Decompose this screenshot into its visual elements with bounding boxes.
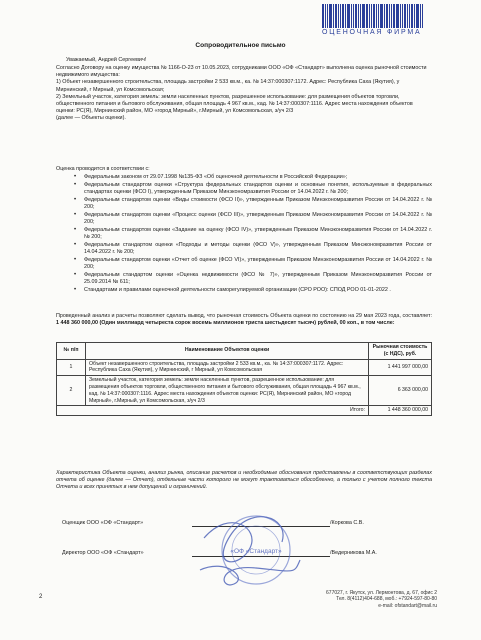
barcode-bar <box>400 4 401 28</box>
valuation-table <box>56 342 432 416</box>
object-item-1: 1) Объект незавершенного строительства, площадь застройки 2 533 кв.м., ка. № 14:37:000307:1172. Адрес: Республика Саха (Якутия), у Мирнинский, г Мирный, ул Комсомольская; <box>56 79 400 93</box>
barcode-bar <box>396 4 399 28</box>
barcode-bar <box>393 4 395 28</box>
footer-phone: Тел. 8(4112)404-688, моб.: +7924-597-80-80 <box>336 596 437 603</box>
row-cost: 1 441 997 000,00 <box>369 359 432 376</box>
row-num: 2 <box>57 376 86 406</box>
barcode-bar <box>366 4 368 28</box>
barcode-bar <box>389 4 390 28</box>
barcode-bar <box>345 4 346 28</box>
barcode-bar <box>333 4 334 28</box>
barcode-bar <box>329 4 332 28</box>
greeting: Уважаемый, Андрей Сергеевич! <box>66 57 147 63</box>
object-item-tail: (далее — Объекты оценки). <box>56 115 126 122</box>
standard-item: • Федеральным законом от 29.07.1998 №135-ФЗ «Об оценочной деятельности в Российской Федерации»; <box>84 174 432 181</box>
barcode-bar <box>414 4 415 28</box>
barcode-bar <box>347 4 350 28</box>
appraiser-name: /Коркова С.В. <box>330 520 364 526</box>
barcode-bar <box>402 4 403 28</box>
row-name: Земельный участок, категория земель: земли населенных пунктов, разрешенное использование: для размещения объектов торговли, общественного питания и бытового обслуживания, общая площадь 4 967 кв.м., кад. № 14:37:000307:1116. Адрес места нахождения объектов оценки: РС(Я), Мирнинский район, МО «город Мирный», г.Мирный, ул Комсомольская, з/уч 2/3 <box>86 376 369 406</box>
standard-item: • Федеральным стандартом оценки «Подходы и методы оценки (ФСО V)», утвержденным Приказом Минэкономразвития России от 14.04.2022 г. № 200; <box>84 242 432 256</box>
signature-scribble-2 <box>200 560 300 585</box>
barcode-bar <box>351 4 352 28</box>
conclusion-value: 1 448 360 000,00 (Один миллиард четыреста сорок восемь миллионов триста шестьдесят тысяч) рублей, 00 коп., в том числе: <box>56 320 395 327</box>
barcode-bar <box>369 4 370 28</box>
barcode-bar <box>373 4 375 28</box>
appraiser-role: Оценщик ООО «ОФ «Стандарт» <box>62 520 144 526</box>
barcode-bar <box>386 4 388 28</box>
director-name: /Ведерникова М.А. <box>330 550 377 556</box>
col-header-cost: Рыночная стоимость (с НДС), руб. <box>369 343 432 360</box>
standard-item: • Федеральным стандартом оценки «Виды стоимости (ФСО II)», утвержденным Приказом Минэкономразвития России от 14.04.2022 г. № 200; <box>84 197 432 211</box>
object-item-2: 2) Земельный участок, категория земель: земли населенных пунктов, разрешенное использование: для размещения объектов торговли, общественного питания и бытового обслуживания, общая площадь 4 967 кв.м., кад. № 14:37:000307:1116. Адрес места нахождения объектов оценки: РС(Я), Мирнинский район, МО «город Мирный», г.Мирный, ул Комсомольская, з/уч 2/3 <box>56 93 413 115</box>
footer-email: e-mail: ofstandart@mail.ru <box>378 602 437 609</box>
letter-title: Сопроводительное письмо <box>195 42 286 49</box>
barcode-bar <box>353 4 354 28</box>
conclusion-block <box>56 313 432 327</box>
footer-contacts <box>326 590 437 609</box>
intro-block <box>56 65 432 123</box>
barcode-bar <box>335 4 337 28</box>
director-role: Директор ООО «ОФ «Стандарт» <box>62 550 144 556</box>
conclusion-text: Проведенный анализ и расчеты позволяют сделать вывод, что рыночная стоимость Объекта оценки по состоянию на 29 мая 2023 года, составляет: <box>56 313 432 319</box>
row-name: Объект незавершенного строительства, площадь застройки 2 533 кв.м., ка. № 14:37:000307:1172. Адрес: Республика Саха (Якутия), у Мирнинский, г Мирный, ул Комсомольская <box>86 359 369 376</box>
signature-scribble-1 <box>204 517 283 562</box>
col-header-num: № п/п <box>57 343 86 360</box>
total-row <box>57 406 432 416</box>
barcode-bar <box>340 4 341 28</box>
barcode-bar <box>409 4 410 28</box>
standard-item: • Федеральным стандартом оценки «Оценка недвижимости (ФСО № 7)», утвержденным Приказом Минэкономразвития России от 25.09.2014 № 611; <box>84 272 432 286</box>
barcode-bar <box>355 4 357 28</box>
barcode-bar <box>391 4 392 28</box>
barcode-bar <box>360 4 361 28</box>
col-header-name: Наименование Объектов оценки <box>86 343 369 360</box>
barcode-bar <box>325 4 326 28</box>
barcode-bar <box>380 4 383 28</box>
standard-item: • Федеральным стандартом оценки «Отчет об оценке (ФСО VI)», утвержденным Приказом Минэкономразвития России от 14.04.2022 г. № 200; <box>84 257 432 271</box>
barcode-bar <box>378 4 379 28</box>
barcode-bar <box>376 4 377 28</box>
total-value: 1 448 360 000,00 <box>369 406 432 416</box>
footer-address: 677027, г. Якутск, ул. Лермонтова, д. 67, офис 2 <box>326 590 437 596</box>
standard-item: • Стандартами и правилами оценочной деятельности саморегулируемой организации (СРО РОО): СПОД РОО 01-01-2022 . <box>84 287 432 294</box>
barcode-bar <box>342 4 344 28</box>
intro-text: Согласно Договору на оценку имущества № 1166-О-23 от 10.05.2023, сотрудниками ООО «ОФ «Стандарт» выполнена оценка рыночной стоимости недвижимого имущества: <box>56 65 427 79</box>
seal-center-text: «ОФ «Стандарт» <box>230 548 282 555</box>
table-row <box>57 376 432 406</box>
row-cost: 6 363 000,00 <box>369 376 432 406</box>
standards-list <box>84 174 432 295</box>
barcode-bar <box>416 4 419 28</box>
barcode-graphic <box>322 4 440 28</box>
company-logo <box>322 4 440 38</box>
report-note: Характеристика Объекта оценки, анализ рынка, описание расчетов и необходимые обоснования представлены в соответствующих разделах отчета об оценке (далее — Отчет), отдельные части которого не могут трактоваться обособленно, а только с учетом полного текста Отчета и всех принятых в нем допущений и ограничений. <box>56 470 432 491</box>
barcode-bar <box>358 4 359 28</box>
barcode-bar <box>420 4 421 28</box>
barcode-bar <box>362 4 365 28</box>
barcode-bar <box>384 4 385 28</box>
standard-item: • Федеральным стандартом оценки «Задание на оценку (ФСО IV)», утвержденным Приказом Минэкономразвития России от 14.04.2022 г. № 200; <box>84 227 432 241</box>
company-seal <box>190 498 314 622</box>
standard-item: • Федеральным стандартом оценки «Процесс оценки (ФСО III)», утвержденным Приказом Минэкономразвития России от 14.04.2022 г. № 200; <box>84 212 432 226</box>
table-row <box>57 359 432 376</box>
barcode-bar <box>371 4 372 28</box>
standards-intro: Оценка проводится в соответствии с: <box>56 166 150 172</box>
logo-text: ОЦЕНОЧНАЯ ФИРМА <box>322 29 422 36</box>
barcode-bar <box>407 4 408 28</box>
barcode-bar <box>322 4 324 28</box>
row-num: 1 <box>57 359 86 376</box>
barcode-bar <box>327 4 328 28</box>
barcode-bar <box>422 4 423 28</box>
barcode-bar <box>411 4 413 28</box>
total-label: Итого: <box>57 406 369 416</box>
barcode-bar <box>404 4 406 28</box>
barcode-bar <box>338 4 339 28</box>
page-number: 2 <box>39 594 43 600</box>
standard-item: • Федеральным стандартом оценки «Структура федеральных стандартов оценки и основные понятия, используемые в федеральных стандартах оценки (ФСО I), утвержденным Приказом Минэкономразвития России от 14.04.2022 г. № 200; <box>84 182 432 196</box>
